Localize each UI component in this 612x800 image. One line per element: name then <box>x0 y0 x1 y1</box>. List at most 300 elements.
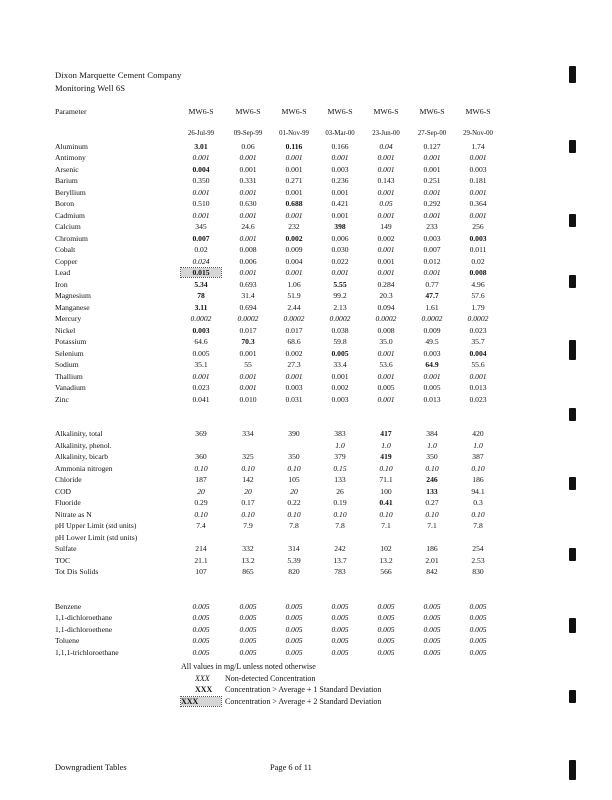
value-cell: 0.001 <box>377 245 395 254</box>
value-cell: 0.003 <box>469 233 487 243</box>
value-cell: 107 <box>195 567 207 576</box>
value-cell: 0.001 <box>331 371 349 381</box>
value-cell: 1.0 <box>335 440 345 450</box>
value-cell: 0.001 <box>377 153 395 162</box>
value-cell: 0.001 <box>285 210 303 220</box>
value-cell: 0.10 <box>287 463 301 473</box>
value-cell: 0.005 <box>377 636 395 645</box>
value-cell: 1.74 <box>471 141 485 151</box>
value-cell: 57.6 <box>471 291 485 300</box>
value-cell: 214 <box>195 544 207 553</box>
value-cell: 0.003 <box>285 383 303 392</box>
parameter-name: Beryllium <box>55 187 86 197</box>
value-cell: 865 <box>242 567 254 576</box>
value-cell: 256 <box>472 222 484 231</box>
value-cell: 0.002 <box>331 383 349 392</box>
value-cell: 0.05 <box>379 199 393 208</box>
value-cell: 350 <box>288 452 300 461</box>
value-cell: 49.5 <box>425 337 439 346</box>
table-row <box>55 245 510 257</box>
value-cell: 68.6 <box>287 337 301 346</box>
table-row <box>55 360 510 372</box>
table-row <box>55 268 510 280</box>
parameter-name: Tot Dis Solids <box>55 567 99 576</box>
value-cell: 0.001 <box>377 268 395 277</box>
value-cell: 0.005 <box>192 613 210 622</box>
parameter-name: Nickel <box>55 325 76 335</box>
value-cell: 566 <box>380 567 392 576</box>
parameter-name: Selenium <box>55 348 84 358</box>
legend <box>181 662 382 708</box>
value-cell: 0.005 <box>423 624 441 634</box>
value-cell: 55.6 <box>471 360 485 369</box>
value-cell: 0.005 <box>469 647 487 657</box>
sample-date: 03-Mar-00 <box>325 130 355 137</box>
value-cell: 0.005 <box>331 647 349 657</box>
value-cell: 0.001 <box>331 210 349 220</box>
value-cell: 0.017 <box>239 325 257 335</box>
date-row <box>55 130 510 142</box>
value-cell: 1.79 <box>471 302 485 312</box>
value-cell: 0.001 <box>469 371 487 381</box>
value-cell: 0.0002 <box>190 314 212 323</box>
value-cell: 1.61 <box>425 302 439 312</box>
value-cell: 383 <box>334 429 346 438</box>
value-cell: 0.013 <box>423 394 441 404</box>
value-cell: 0.006 <box>239 256 257 266</box>
value-cell: 3.01 <box>194 141 208 151</box>
table-row <box>55 498 510 510</box>
parameter-name: Manganese <box>55 302 90 312</box>
value-cell: 13.7 <box>333 555 347 565</box>
legend-nondetect <box>181 674 316 686</box>
parameter-name: Ammonia nitrogen <box>55 463 113 473</box>
legend-2sd <box>181 696 382 709</box>
value-cell: 27.3 <box>287 360 301 369</box>
column-header: MW6-S <box>281 107 307 116</box>
value-cell: 0.001 <box>423 268 441 277</box>
sample-date: 26-Jul-99 <box>187 130 215 137</box>
value-cell: 0.005 <box>331 613 349 622</box>
value-cell: 830 <box>472 567 484 576</box>
value-cell: 0.023 <box>192 383 210 392</box>
value-cell: 55 <box>244 360 252 369</box>
value-cell: 133 <box>334 475 346 484</box>
value-cell: 0.005 <box>331 601 349 611</box>
value-cell: 332 <box>242 544 254 553</box>
value-cell: 0.10 <box>379 509 393 519</box>
parameter-name: TOC <box>55 555 71 565</box>
value-cell: 0.094 <box>377 302 395 312</box>
value-cell: 0.001 <box>239 164 257 174</box>
value-cell: 0.005 <box>423 613 441 622</box>
value-cell: 0.0002 <box>421 314 443 323</box>
legend-text: Non-detected Concentration <box>225 673 316 683</box>
parameter-name: Sodium <box>55 360 79 369</box>
value-cell: 0.116 <box>285 141 303 151</box>
value-cell: 0.006 <box>331 233 349 243</box>
value-cell: 0.003 <box>331 394 349 404</box>
value-cell: 0.031 <box>285 394 303 404</box>
value-cell: 419 <box>380 452 392 461</box>
value-cell: 0.251 <box>423 176 441 185</box>
value-cell: 360 <box>195 452 207 461</box>
value-cell: 2.53 <box>471 555 485 565</box>
parameter-name: Iron <box>55 279 68 289</box>
value-cell: 0.10 <box>241 463 255 473</box>
value-cell: 0.06 <box>241 141 255 151</box>
value-cell: 254 <box>472 544 484 553</box>
value-cell: 0.10 <box>425 509 439 519</box>
value-cell: 0.001 <box>285 371 303 381</box>
value-cell: 0.005 <box>377 624 395 634</box>
value-cell: 0.292 <box>423 199 441 208</box>
table-row <box>55 142 510 154</box>
value-cell: 0.001 <box>423 210 441 220</box>
value-cell: 0.005 <box>423 636 441 645</box>
value-cell: 0.009 <box>285 245 303 254</box>
value-cell: 0.001 <box>285 153 303 162</box>
value-cell: 20 <box>244 486 252 496</box>
table-row <box>55 291 510 303</box>
value-cell: 0.005 <box>377 383 395 392</box>
value-cell: 0.001 <box>239 153 257 162</box>
table-row <box>55 349 510 361</box>
parameter-name: Arsenic <box>55 164 79 174</box>
table-row <box>55 395 510 407</box>
value-cell: 20 <box>197 486 205 496</box>
value-cell: 0.001 <box>192 371 210 381</box>
footer-left: Downgradient Tables <box>55 763 127 772</box>
table-row <box>55 487 510 499</box>
value-cell: 3.11 <box>194 302 208 312</box>
value-cell: 2.01 <box>425 555 439 565</box>
value-cell: 0.001 <box>331 268 349 277</box>
value-cell: 0.22 <box>287 498 301 507</box>
parameter-name: Copper <box>55 256 78 266</box>
value-cell: 0.10 <box>241 509 255 519</box>
value-cell: 0.001 <box>331 153 349 162</box>
value-cell: 0.005 <box>377 647 395 657</box>
value-cell: 0.002 <box>285 233 303 243</box>
value-cell: 0.127 <box>423 141 441 151</box>
scan-mark <box>569 66 576 83</box>
value-cell: 0.10 <box>194 509 208 519</box>
value-cell: 7.8 <box>289 521 299 530</box>
value-cell: 0.011 <box>469 245 487 254</box>
results-table <box>55 107 510 659</box>
value-cell: 59.8 <box>333 337 347 346</box>
value-cell: 0.005 <box>192 348 210 358</box>
value-cell: 94.1 <box>471 486 485 496</box>
table-row <box>55 188 510 200</box>
value-cell: 0.001 <box>239 348 257 358</box>
value-cell: 0.022 <box>331 256 349 266</box>
value-cell: 0.007 <box>423 245 441 254</box>
value-cell: 2.13 <box>333 302 347 312</box>
value-cell: 99.2 <box>333 291 347 300</box>
table-row <box>55 280 510 292</box>
value-cell: 35.0 <box>379 337 393 346</box>
value-cell: 0.27 <box>425 498 439 507</box>
parameter-name: Magnesium <box>55 291 91 300</box>
value-cell: 0.001 <box>285 187 303 197</box>
value-cell: 0.005 <box>469 636 487 645</box>
column-header: MW6-S <box>465 107 491 116</box>
legend-note: All values in mg/L unless noted otherwise <box>181 662 316 671</box>
value-cell: 0.421 <box>331 199 349 208</box>
parameter-name: COD <box>55 486 72 496</box>
value-cell: 0.013 <box>469 383 487 392</box>
value-cell: 13.2 <box>241 555 255 565</box>
value-cell: 0.694 <box>239 302 257 312</box>
spacer <box>55 579 510 591</box>
parameter-name: 1,1,1-trichloroethane <box>55 647 119 657</box>
column-header: MW6-S <box>188 107 214 116</box>
value-cell: 820 <box>288 567 300 576</box>
scan-mark <box>569 275 576 288</box>
value-cell: 398 <box>334 222 346 231</box>
parameter-name: Chromium <box>55 233 88 243</box>
value-cell: 7.1 <box>427 521 437 530</box>
value-cell: 0.001 <box>239 383 257 392</box>
scan-mark <box>569 477 576 490</box>
table-row <box>55 441 510 453</box>
value-cell: 47.7 <box>425 291 439 300</box>
table-row <box>55 199 510 211</box>
value-cell: 0.001 <box>377 256 395 266</box>
value-cell: 24.6 <box>241 222 255 231</box>
value-cell: 0.10 <box>194 463 208 473</box>
value-cell: 21.1 <box>194 555 208 565</box>
page-number: Page 6 of 11 <box>270 763 312 772</box>
value-cell: 0.0002 <box>467 314 489 323</box>
value-cell: 35.1 <box>194 360 208 369</box>
value-cell: 133 <box>426 486 438 496</box>
table-row <box>55 510 510 522</box>
value-cell: 0.10 <box>333 509 347 519</box>
value-cell: 0.002 <box>285 348 303 358</box>
value-cell: 0.005 <box>192 636 210 645</box>
table-row <box>55 222 510 234</box>
value-cell: 233 <box>426 222 438 231</box>
value-cell: 0.364 <box>469 199 487 208</box>
column-header-row <box>55 107 510 119</box>
legend-code: XXX <box>195 673 210 683</box>
value-cell: 0.005 <box>331 348 349 358</box>
value-cell: 0.10 <box>287 509 301 519</box>
value-cell: 842 <box>426 567 438 576</box>
parameter-name: Boron <box>55 199 74 208</box>
value-cell: 0.005 <box>331 624 349 634</box>
value-cell: 0.041 <box>192 394 210 404</box>
value-cell: 0.001 <box>377 164 395 174</box>
value-cell: 186 <box>472 475 484 484</box>
column-header: MW6-S <box>235 107 261 116</box>
value-cell: 0.001 <box>331 187 349 197</box>
scan-mark <box>569 760 576 780</box>
value-cell: 0.005 <box>469 613 487 622</box>
value-cell: 70.3 <box>241 337 255 346</box>
value-cell: 387 <box>472 452 484 461</box>
value-cell: 187 <box>195 475 207 484</box>
table-row <box>55 153 510 165</box>
value-cell: 0.10 <box>471 509 485 519</box>
value-cell: 4.96 <box>471 279 485 289</box>
value-cell: 0.001 <box>469 187 487 197</box>
value-cell: 0.005 <box>285 601 303 611</box>
value-cell: 0.693 <box>239 279 257 289</box>
value-cell: 0.003 <box>423 348 441 358</box>
well-name: Monitoring Well 6S <box>55 83 126 93</box>
value-cell: 0.005 <box>285 636 303 645</box>
scan-mark <box>569 618 576 633</box>
parameter-name: 1,1-dichloroethene <box>55 624 113 634</box>
parameter-name: Cadmium <box>55 210 85 220</box>
value-cell: 0.001 <box>423 371 441 381</box>
value-cell: 0.001 <box>239 268 257 277</box>
value-cell: 0.001 <box>377 394 395 404</box>
value-cell: 0.001 <box>377 210 395 220</box>
value-cell: 0.008 <box>377 325 395 335</box>
value-cell: 102 <box>380 544 392 553</box>
value-cell: 0.005 <box>239 624 257 634</box>
table-row <box>55 383 510 395</box>
parameter-name: pH Upper Limit (std units) <box>55 521 137 530</box>
value-cell: 0.29 <box>194 498 208 507</box>
value-cell: 0.004 <box>192 164 210 174</box>
value-cell: 0.271 <box>285 176 303 185</box>
value-cell: 100 <box>380 486 392 496</box>
value-cell: 0.023 <box>469 394 487 404</box>
sample-date: 01-Nov-99 <box>279 130 309 137</box>
table-row <box>55 165 510 177</box>
scan-mark <box>569 140 576 153</box>
value-cell: 1.0 <box>473 440 483 450</box>
value-cell: 0.77 <box>425 279 439 289</box>
value-cell: 0.236 <box>331 176 349 185</box>
scan-mark <box>569 690 576 703</box>
value-cell: 7.8 <box>473 521 483 530</box>
value-cell: 0.017 <box>285 325 303 335</box>
value-cell: 142 <box>242 475 254 484</box>
parameter-name: Alkalinity, total <box>55 429 103 438</box>
value-cell: 0.010 <box>239 394 257 404</box>
value-cell: 0.143 <box>377 176 395 185</box>
spacer <box>55 418 510 430</box>
table-row <box>55 337 510 349</box>
value-cell: 0.284 <box>377 279 395 289</box>
value-cell: 0.005 <box>377 613 395 622</box>
value-cell: 0.41 <box>379 498 393 507</box>
value-cell: 0.024 <box>192 256 210 266</box>
value-cell: 64.9 <box>425 360 439 369</box>
value-cell: 0.005 <box>239 601 257 611</box>
value-cell: 0.001 <box>377 371 395 381</box>
legend-1sd <box>181 685 382 697</box>
column-header: MW6-S <box>373 107 399 116</box>
value-cell: 0.350 <box>192 176 210 185</box>
value-cell: 246 <box>426 475 438 484</box>
value-cell: 0.688 <box>285 199 303 208</box>
spacer <box>55 119 510 131</box>
value-cell: 1.0 <box>427 440 437 450</box>
value-cell: 33.4 <box>333 360 347 369</box>
value-cell: 314 <box>288 544 300 553</box>
value-cell: 71.1 <box>379 475 393 484</box>
parameter-name: Calcium <box>55 222 81 231</box>
value-cell: 149 <box>380 222 392 231</box>
value-cell: 0.001 <box>239 371 257 381</box>
table-row <box>55 314 510 326</box>
parameter-name: Chloride <box>55 475 82 484</box>
value-cell: 0.001 <box>469 153 487 162</box>
value-cell: 7.9 <box>243 521 253 530</box>
value-cell: 0.630 <box>239 199 257 208</box>
value-cell: 2.44 <box>287 302 301 312</box>
table-row <box>55 303 510 315</box>
value-cell: 0.510 <box>192 199 210 208</box>
value-cell: 0.005 <box>331 636 349 645</box>
value-cell: 232 <box>288 222 300 231</box>
value-cell: 384 <box>426 429 438 438</box>
value-cell: 0.005 <box>239 636 257 645</box>
company-name: Dixon Marquette Cement Company <box>55 70 182 80</box>
value-cell: 7.4 <box>196 521 206 530</box>
parameter-name: Zinc <box>55 394 69 404</box>
parameter-name: Barium <box>55 176 78 185</box>
value-cell: 0.003 <box>331 164 349 174</box>
value-cell: 31.4 <box>241 291 255 300</box>
value-cell: 1.0 <box>381 440 391 450</box>
table-row <box>55 234 510 246</box>
value-cell: 0.001 <box>192 153 210 162</box>
scan-mark <box>569 214 576 227</box>
value-cell: 64.6 <box>194 337 208 346</box>
value-cell: 350 <box>426 452 438 461</box>
value-cell: 0.005 <box>423 601 441 611</box>
value-cell: 0.004 <box>285 256 303 266</box>
parameter-name: Alkalinity, bicarb <box>55 452 109 461</box>
value-cell: 0.001 <box>423 187 441 197</box>
value-cell: 242 <box>334 544 346 553</box>
value-cell: 0.02 <box>194 245 208 254</box>
parameter-name: Lead <box>55 268 71 277</box>
value-cell: 0.166 <box>331 141 349 151</box>
value-cell: 105 <box>288 475 300 484</box>
value-cell: 20 <box>290 486 298 496</box>
value-cell: 0.19 <box>333 498 347 507</box>
value-cell: 0.009 <box>423 325 441 335</box>
value-cell: 0.023 <box>469 325 487 335</box>
table-row <box>55 372 510 384</box>
value-cell: 0.005 <box>239 647 257 657</box>
value-cell: 0.003 <box>469 164 487 174</box>
table-row <box>55 475 510 487</box>
value-cell: 0.012 <box>423 256 441 266</box>
value-cell: 417 <box>380 429 392 438</box>
value-cell: 0.001 <box>285 164 303 174</box>
value-cell: 0.003 <box>423 233 441 243</box>
value-cell: 0.005 <box>192 647 210 657</box>
value-cell: 0.001 <box>423 153 441 162</box>
value-cell: 0.030 <box>331 245 349 254</box>
table-row <box>55 625 510 637</box>
value-cell: 325 <box>242 452 254 461</box>
value-cell: 0.003 <box>192 325 210 335</box>
value-cell: 0.005 <box>192 601 210 611</box>
table-row <box>55 544 510 556</box>
